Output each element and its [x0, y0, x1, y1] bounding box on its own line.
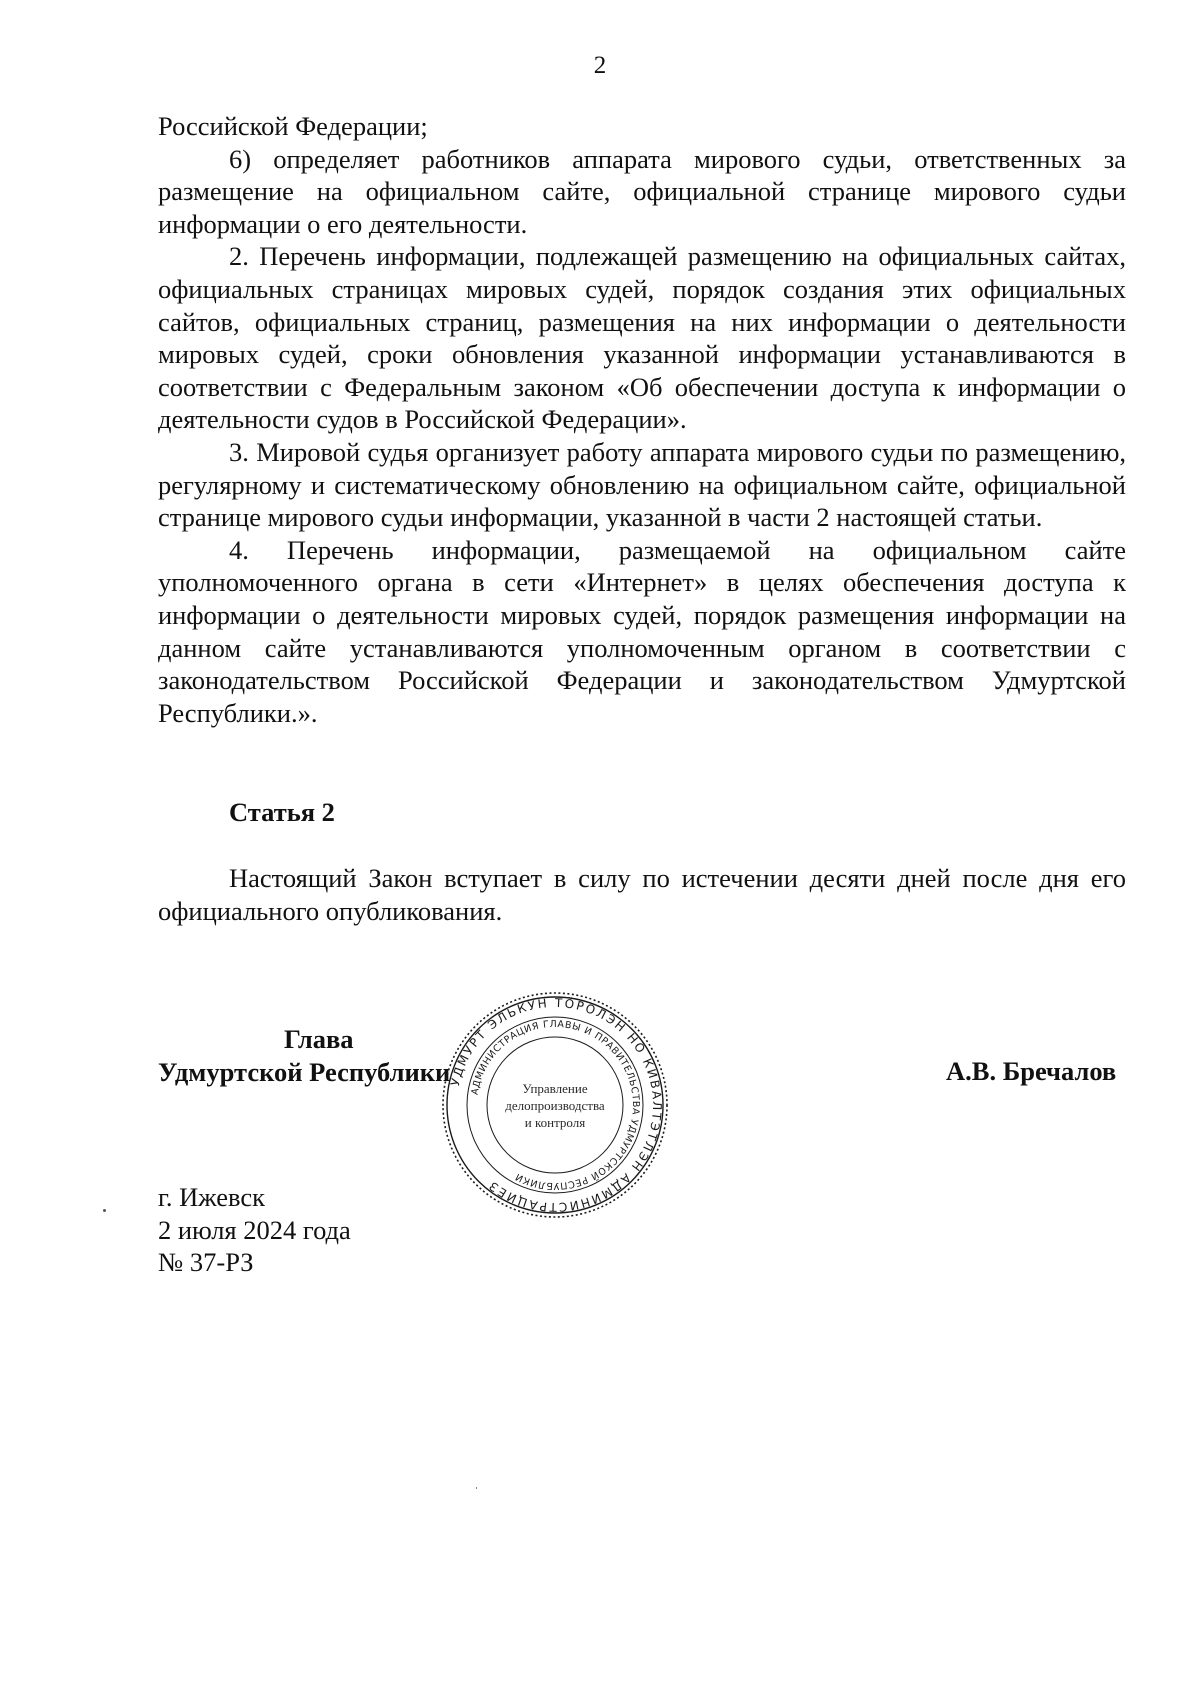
article-heading: Статья 2: [229, 797, 335, 827]
law-number: № 37-РЗ: [158, 1247, 254, 1277]
city: г. Ижевск: [158, 1182, 265, 1212]
signatory-name: А.В. Бречалов: [946, 1056, 1117, 1086]
paragraph-part-4: 4. Перечень информации, размещаемой на официальном сайте уполномоченного органа в сети «Интернет» в целях обеспечения доступа к информации о деятельности мировых судей, порядок размещения информации на данном сайте устанавливаются уполномоченным органом в соответствии с законодательством Российской Федерации и законодательством Удмуртской Республики.».: [158, 534, 1126, 728]
paragraph-part-3: 3. Мировой судья организует работу аппарата мирового судьи по размещению, регулярному и систематическому обновлению на официальном сайте, официальной странице мирового судьи информации, указанной в части 2 настоящей статьи.: [158, 436, 1126, 533]
stamp-center-line3: и контроля: [524, 1115, 586, 1130]
paragraph-item-6: 6) определяет работников аппарата мирового судьи, ответственных за размещение на официальном сайте, официальной странице мирового судьи информации о его деятельности.: [158, 143, 1126, 239]
page-number: 2: [593, 52, 607, 79]
paragraph-continuation: Российской Федерации;: [158, 111, 428, 141]
stamp-outer-ring-text: УДМУРТ ЭЛЬКУН ТӦРОЛЭН НО КИВАЛТЭТЛЭН АДМИНИСТРАЦИЕЗ: [447, 995, 665, 1215]
place-and-date-block: [158, 1181, 351, 1279]
signatory-title-line2: Удмуртской Республики: [158, 1056, 451, 1087]
stamp-inner-ring-text: АДМИНИСТРАЦИЯ ГЛАВЫ И ПРАВИТЕЛЬСТВА УДМУРТСКОЙ РЕСПУБЛИКИ: [469, 1018, 642, 1192]
stamp-center-line1: Управление: [522, 1081, 588, 1096]
signing-date: 2 июля 2024 года: [158, 1214, 351, 1245]
stamp-center-line2: делопроизводства: [505, 1098, 605, 1113]
closing-paragraph: Настоящий Закон вступает в силу по истечении десяти дней после дня его официального опубликования.: [158, 863, 1126, 926]
law-text-body: [158, 110, 1126, 729]
signatory-title-line1: Глава: [284, 1024, 354, 1054]
paragraph-part-2: 2. Перечень информации, подлежащей размещению на официальных сайтах, официальных страницах мировых судей, порядок создания этих официальных сайтов, официальных страниц, размещения на них информации о деятельности мировых судей, сроки обновления указанной информации устанавливаются в соответствии с Федеральным законом «Об обеспечении доступа к информации о деятельности судов в Российской Федерации».: [158, 241, 1126, 435]
stamp-seal-graphic: [440, 990, 670, 1220]
official-stamp: [440, 990, 670, 1220]
speck-mark: [476, 1487, 477, 1489]
speck-mark: [103, 1209, 106, 1212]
signatory-title: [158, 1023, 488, 1088]
